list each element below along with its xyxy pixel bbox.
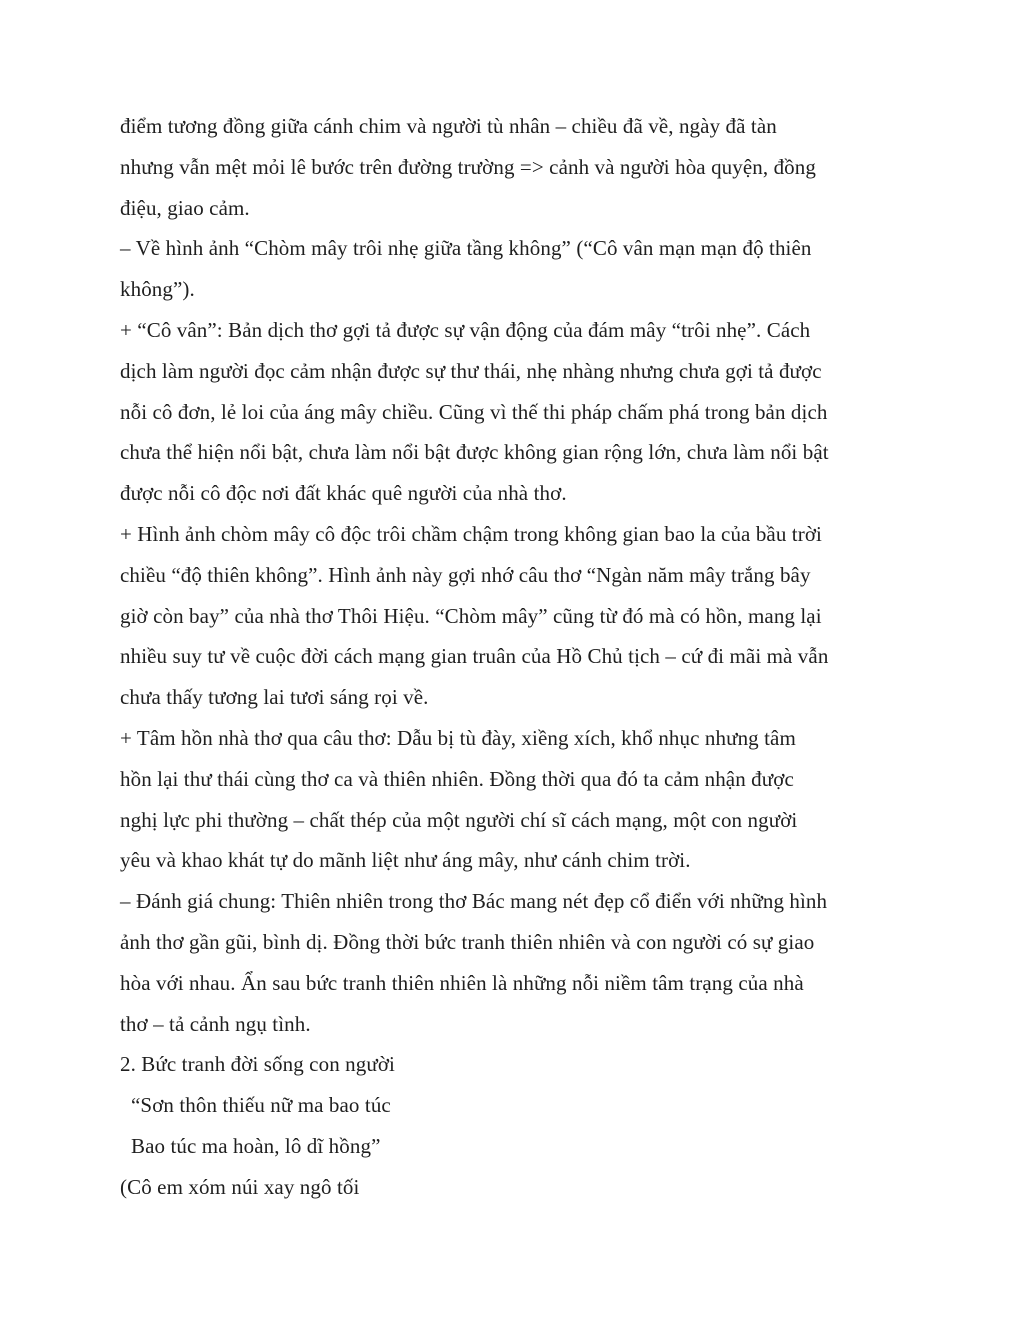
- text-line: + Tâm hồn nhà thơ qua câu thơ: Dẫu bị tù đày, xiềng xích, khổ nhục nhưng tâm: [120, 725, 796, 750]
- text-line: – Đánh giá chung: Thiên nhiên trong thơ Bác mang nét đẹp cổ điển với những hình: [120, 889, 828, 914]
- text-line: + Hình ảnh chòm mây cô độc trôi chầm chậm trong không gian bao la của bầu trời: [120, 521, 822, 546]
- text-line: ảnh thơ gần gũi, bình dị. Đồng thời bức tranh thiên nhiên và con người có sự giao: [120, 929, 815, 954]
- text-line: nghị lực phi thường – chất thép của một người chí sĩ cách mạng, một con người: [120, 807, 798, 832]
- text-line: Bao túc ma hoàn, lô dĩ hồng”: [131, 1133, 381, 1158]
- text-line: nhiều suy tư về cuộc đời cách mạng gian truân của Hồ Chủ tịch – cứ đi mãi mà vẫn: [120, 644, 829, 669]
- text-line: (Cô em xóm núi xay ngô tối: [120, 1174, 360, 1199]
- document-text: [120, 106, 920, 1208]
- text-line: yêu và khao khát tự do mãnh liệt như áng mây, như cánh chim trời.: [120, 848, 691, 873]
- text-line: thơ – tả cảnh ngụ tình.: [120, 1011, 311, 1036]
- text-line: chiều “độ thiên không”. Hình ảnh này gợi nhớ câu thơ “Ngàn năm mây trắng bây: [120, 562, 811, 587]
- text-line: được nỗi cô độc nơi đất khác quê người của nhà thơ.: [120, 481, 567, 506]
- text-line: – Về hình ảnh “Chòm mây trôi nhẹ giữa tầng không” (“Cô vân mạn mạn độ thiên: [120, 236, 812, 261]
- text-line: giờ còn bay” của nhà thơ Thôi Hiệu. “Chòm mây” cũng từ đó mà có hồn, mang lại: [120, 603, 822, 628]
- text-line: điểm tương đồng giữa cánh chim và người tù nhân – chiều đã về, ngày đã tàn: [120, 114, 777, 138]
- text-line: “Sơn thôn thiếu nữ ma bao túc: [131, 1093, 391, 1118]
- text-line: + “Cô vân”: Bản dịch thơ gợi tả được sự vận động của đám mây “trôi nhẹ”. Cách: [120, 317, 811, 342]
- text-line: hồn lại thư thái cùng thơ ca và thiên nhiên. Đồng thời qua đó ta cảm nhận được: [120, 766, 794, 791]
- text-line: điệu, giao cảm.: [120, 195, 250, 220]
- text-line: nhưng vẫn mệt mỏi lê bước trên đường trường => cảnh và người hòa quyện, đồng: [120, 154, 816, 179]
- text-line: 2. Bức tranh đời sống con người: [120, 1052, 395, 1077]
- text-line: không”).: [120, 277, 195, 302]
- text-line: hòa với nhau. Ẩn sau bức tranh thiên nhiên là những nỗi niềm tâm trạng của nhà: [120, 970, 804, 995]
- text-line: nỗi cô đơn, lẻ loi của áng mây chiều. Cũng vì thế thi pháp chấm phá trong bản dịch: [120, 399, 828, 424]
- text-line: chưa thấy tương lai tươi sáng rọi về.: [120, 685, 429, 710]
- text-line: dịch làm người đọc cảm nhận được sự thư thái, nhẹ nhàng nhưng chưa gợi tả được: [120, 358, 822, 383]
- text-line: chưa thể hiện nổi bật, chưa làm nổi bật được không gian rộng lớn, chưa làm nổi bật: [120, 440, 829, 465]
